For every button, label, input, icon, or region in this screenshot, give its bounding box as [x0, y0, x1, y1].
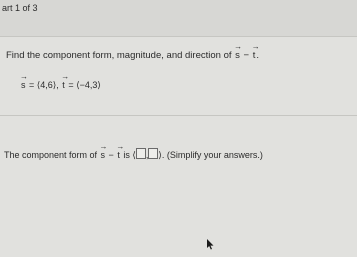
mouse-pointer-icon [207, 237, 215, 255]
answer-prefix: The component form of [4, 150, 100, 160]
answer-mid: is [120, 150, 133, 160]
given-vector-t: → t [62, 80, 65, 90]
bracket-close: ⟩ [158, 150, 162, 160]
vector-s: → s [235, 50, 240, 61]
question-suffix: . [256, 50, 259, 61]
answer-vector-s: → s [101, 150, 106, 160]
component-x-input[interactable] [136, 148, 146, 159]
part-header [0, 0, 357, 37]
minus-sign: − [240, 50, 252, 61]
answer-minus-sign: − [106, 150, 117, 160]
given-vector-s: → s [21, 80, 26, 90]
component-comma: , [145, 150, 149, 160]
vector-t: → t [253, 50, 256, 61]
answer-vector-t: → t [117, 150, 120, 160]
question-prefix: Find the component form, magnitude, and direction of [6, 50, 235, 61]
given-t-value: = ⟨−4,3⟩ [65, 80, 101, 90]
component-y-input[interactable] [145, 148, 158, 160]
answer-prompt [4, 148, 263, 161]
given-vectors [20, 80, 101, 91]
section-divider [0, 115, 357, 116]
bracket-open: ⟨ [132, 150, 136, 160]
given-s-value: = ⟨4,6⟩, [26, 80, 62, 90]
answer-suffix: . (Simplify your answers.) [161, 150, 263, 160]
part-label: art 1 of 3 [2, 3, 38, 13]
question-text [6, 50, 259, 61]
